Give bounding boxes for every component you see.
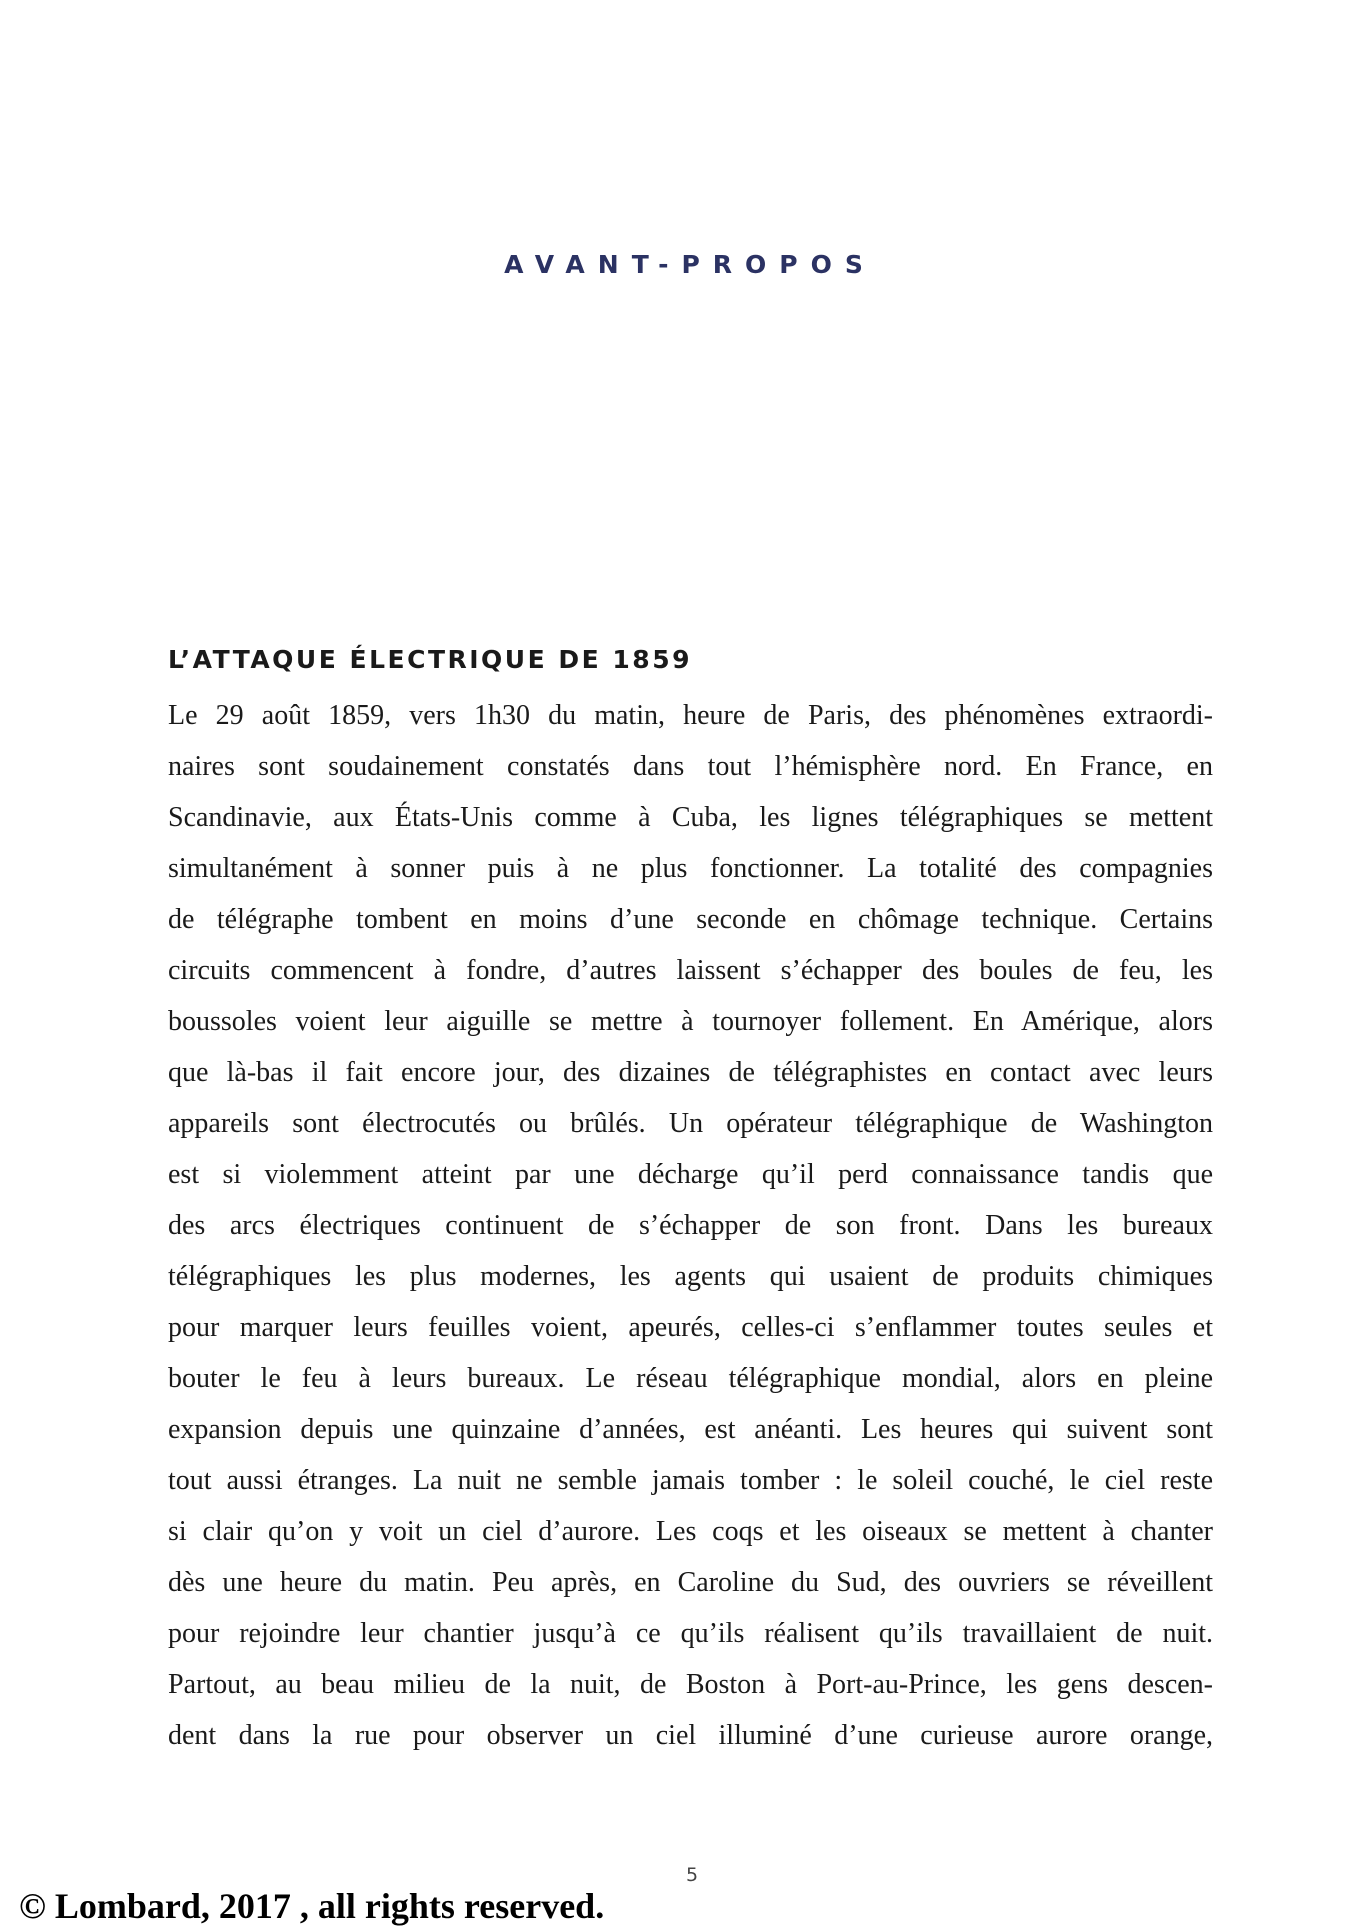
- text-line: des arcs électriques continuent de s’échapper de son front. Dans les bureaux: [168, 1210, 1213, 1241]
- text-line: boussoles voient leur aiguille se mettre à tournoyer follement. En Amérique, alors: [168, 1006, 1213, 1037]
- text-line: appareils sont électrocutés ou brûlés. Un opérateur télégraphique de Washington: [168, 1108, 1213, 1139]
- text-line: télégraphiques les plus modernes, les agents qui usaient de produits chimiques: [168, 1261, 1213, 1292]
- text-line: circuits commencent à fondre, d’autres laissent s’échapper des boules de feu, les: [168, 955, 1213, 986]
- text-line: naires sont soudainement constatés dans tout l’hémisphère nord. En France, en: [168, 751, 1213, 782]
- text-line: bouter le feu à leurs bureaux. Le réseau télégraphique mondial, alors en pleine: [168, 1363, 1213, 1394]
- section-title: L’ATTAQUE ÉLECTRIQUE DE 1859: [168, 645, 692, 674]
- page-number: 5: [686, 1864, 699, 1886]
- text-line: Partout, au beau milieu de la nuit, de Boston à Port-au-Prince, les gens descen-: [168, 1669, 1213, 1700]
- text-line: Scandinavie, aux États-Unis comme à Cuba, les lignes télégraphiques se mettent: [168, 802, 1213, 833]
- text-line: Le 29 août 1859, vers 1h30 du matin, heure de Paris, des phénomènes extraordi-: [168, 700, 1213, 731]
- text-line: dent dans la rue pour observer un ciel illuminé d’une curieuse aurore orange,: [168, 1720, 1213, 1751]
- text-line: expansion depuis une quinzaine d’années, est anéanti. Les heures qui suivent sont: [168, 1414, 1213, 1445]
- text-line: tout aussi étranges. La nuit ne semble jamais tomber : le soleil couché, le ciel reste: [168, 1465, 1213, 1496]
- text-line: que là-bas il fait encore jour, des dizaines de télégraphistes en contact avec leurs: [168, 1057, 1213, 1088]
- text-line: est si violemment atteint par une décharge qu’il perd connaissance tandis que: [168, 1159, 1213, 1190]
- copyright-notice: © Lombard, 2017 , all rights reserved.: [19, 1886, 605, 1926]
- text-line: pour rejoindre leur chantier jusqu’à ce qu’ils réalisent qu’ils travaillaient de nuit.: [168, 1618, 1213, 1649]
- text-line: simultanément à sonner puis à ne plus fonctionner. La totalité des compagnies: [168, 853, 1213, 884]
- body-paragraph: [168, 690, 1213, 1761]
- text-line: de télégraphe tombent en moins d’une seconde en chômage technique. Certains: [168, 904, 1213, 935]
- chapter-title: AVANT-PROPOS: [504, 250, 876, 279]
- text-line: si clair qu’on y voit un ciel d’aurore. Les coqs et les oiseaux se mettent à chanter: [168, 1516, 1213, 1547]
- text-line: dès une heure du matin. Peu après, en Caroline du Sud, des ouvriers se réveillent: [168, 1567, 1213, 1598]
- text-line: pour marquer leurs feuilles voient, apeurés, celles-ci s’enflammer toutes seules et: [168, 1312, 1213, 1343]
